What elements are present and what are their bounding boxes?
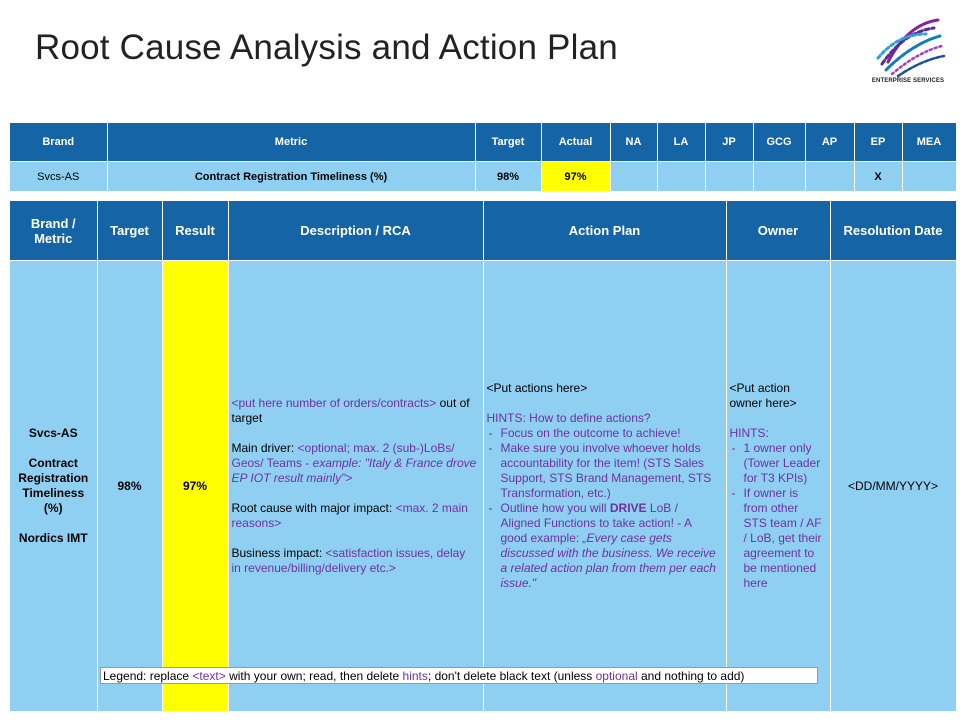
action-hint-item: - Outline how you will DRIVE LoB / Aligned Functions to take action! - A good example: „Every case gets discussed with the business. We receive a related action plan from them per each issue." [487, 501, 721, 591]
description-main-driver: Main driver: <optional; max. 2 (sub-)LoBs/ Geos/ Teams - example: "Italy & France drove EP IOT result mainly"> [231, 441, 477, 485]
description-orders: <put here number of orders/contracts> out of target [231, 396, 470, 425]
rca-action-table [10, 201, 957, 711]
col-result: Result [162, 201, 228, 261]
cell-metric: Contract Registration Timeliness (%) [107, 162, 475, 192]
cell-target: 98% [475, 162, 541, 192]
region-label: Nordics IMT [18, 531, 88, 545]
owner-placeholder: <Put action owner here> [729, 381, 797, 410]
cell-gcg [753, 162, 805, 192]
cell-mea [902, 162, 956, 192]
col-la: LA [657, 123, 705, 162]
cell-owner[interactable] [726, 261, 830, 712]
owner-hint-item: - If owner is from other STS team / AF / LoB, get their agreement to be mentioned here [730, 486, 825, 591]
cell-description[interactable] [228, 261, 483, 712]
cell-target: 98% [97, 261, 162, 712]
metric-label: Contract Registration Timeliness (%) [18, 456, 89, 515]
col-na: NA [610, 123, 657, 162]
cell-actual: 97% [541, 162, 610, 192]
cell-action-plan[interactable] [483, 261, 726, 712]
action-hint-item: - Focus on the outcome to achieve! [487, 426, 721, 441]
col-ep: EP [854, 123, 902, 162]
col-action-plan: Action Plan [483, 201, 726, 261]
cell-ep: X [854, 162, 902, 192]
cell-brand-metric [10, 261, 97, 712]
page-title: Root Cause Analysis and Action Plan [35, 28, 618, 67]
owner-hints: HINTS: - 1 owner only (Tower Leader for T3 KPIs) - If owner is from other STS team / AF / LoB, get their agreement to be mentioned here [730, 426, 825, 591]
col-actual: Actual [541, 123, 610, 162]
col-jp: JP [705, 123, 753, 162]
logo-text: ENTERPRISE SERVICES [871, 78, 945, 84]
cell-resolution-date[interactable]: <DD/MM/YYYY> [830, 261, 956, 712]
col-ap: AP [805, 123, 854, 162]
col-brand-metric: Brand / Metric [10, 201, 97, 261]
col-owner: Owner [726, 201, 830, 261]
cell-na [610, 162, 657, 192]
action-hints: HINTS: How to define actions? - Focus on the outcome to achieve! - Make sure you involve whoever holds accountability for the item! (STS Sales Support, STS Brand Management, STS Transformation, etc.) - Outline how you will DRIVE LoB / Aligned Functions to take action! - A good example: „Every case gets discussed with the business. We receive a related action plan from them per each issue." [487, 411, 721, 591]
cell-la [657, 162, 705, 192]
col-target: Target [475, 123, 541, 162]
table-header-row [10, 123, 956, 162]
swirl-logo-icon [868, 14, 948, 78]
description-root-cause: Root cause with major impact: <max. 2 main reasons> [231, 501, 468, 530]
col-target: Target [97, 201, 162, 261]
cell-result: 97% [162, 261, 228, 712]
action-placeholder: <Put actions here> [486, 381, 588, 395]
table-header-row [10, 201, 956, 261]
cell-jp [705, 162, 753, 192]
col-brand: Brand [10, 123, 107, 162]
metric-summary-table [10, 123, 957, 191]
owner-hint-item: - 1 owner only (Tower Leader for T3 KPIs) [730, 441, 825, 486]
action-hint-item: - Make sure you involve whoever holds accountability for the item! (STS Sales Support, STS Brand Management, STS Transformation, etc.) [487, 441, 721, 501]
col-metric: Metric [107, 123, 475, 162]
col-mea: MEA [902, 123, 956, 162]
cell-ap [805, 162, 854, 192]
cell-brand: Svcs-AS [10, 162, 107, 192]
description-business-impact: Business impact: <satisfaction issues, delay in revenue/billing/delivery etc.> [231, 546, 466, 575]
enterprise-services-logo [868, 14, 948, 96]
legend-note: Legend: replace <text> with your own; read, then delete hints; don't delete black text (unless optional and nothing to add) [100, 667, 818, 684]
col-gcg: GCG [753, 123, 805, 162]
brand-label: Svcs-AS [28, 426, 78, 440]
col-resolution-date: Resolution Date [830, 201, 956, 261]
col-description-rca: Description / RCA [228, 201, 483, 261]
table-row [10, 261, 956, 712]
table-row [10, 162, 956, 192]
